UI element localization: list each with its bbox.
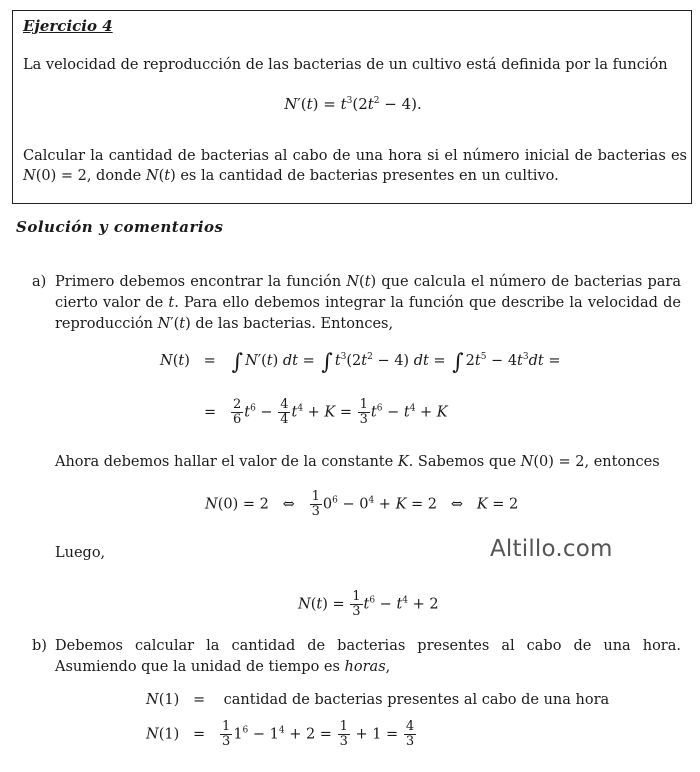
watermark: Altillo.com [490,536,613,562]
exercise-statement: La velocidad de reproducción de las bacterias de un cultivo está definida por la función [23,57,668,73]
constant-equation: N(0) = 2 ⇔ $\frac{1}{3}$ $0^6 - 0^4 + K = 2$ ⇔ K = 2 [205,489,519,519]
n1-definition: N(1) = cantidad de bacterias presentes al cabo de una hora [146,692,610,708]
exercise-box [12,10,692,204]
integral-line-2: = $\frac{2}{6}$ $t^6$ − $\frac{4}{4}$ $t^4 + K$ = $\frac{1}{3}$ $t^6 - t^4 + K$ [204,397,448,427]
integral-line-1: N(t) = ∫ N′(t) dt = ∫ $t^3(2t^2 - 4)$ dt = ∫ $2t^5 - 4t^3dt$ = [160,350,561,375]
final-function: N(t) = $\frac{1}{3}$ $t^6 - t^4 + 2$ [298,589,439,619]
exercise-formula: $N'(t) = t^3(2t^2 - 4)$. [284,95,422,113]
solution-title: Solución y comentarios [16,218,224,236]
exercise-question: Calcular la cantidad de bacterias al cabo de una hora si el número inicial de bacterias es N(0) = 2, donde N(t) es la cantidad de bacterias presentes en un cultivo. [23,148,687,184]
item-a-marker: a) [32,274,47,290]
item-b-marker: b) [32,638,47,654]
n1-calculation: N(1) = $\frac{1}{3}$ $1^6 - 1^4 + 2$ = $\frac{1}{3}$ + 1 = $\frac{4}{3}$ [146,719,415,749]
item-a-constant-text: Ahora debemos hallar el valor de la constante K. Sabemos que N(0) = 2, entonces [55,454,660,470]
item-b-intro: Debemos calcular la cantidad de bacterias presentes al cabo de una hora. Asumiendo que la unidad de tiempo es horas, [55,638,681,675]
item-a-luego: Luego, [55,545,106,561]
item-a-intro: Primero debemos encontrar la función N(t) que calcula el número de bacterias para cierto valor de t. Para ello debemos integrar la función que describe la velocidad de reproducción N′(t) de las bacterias. Entonces, [55,274,681,332]
exercise-title: Ejercicio 4 [23,17,113,35]
